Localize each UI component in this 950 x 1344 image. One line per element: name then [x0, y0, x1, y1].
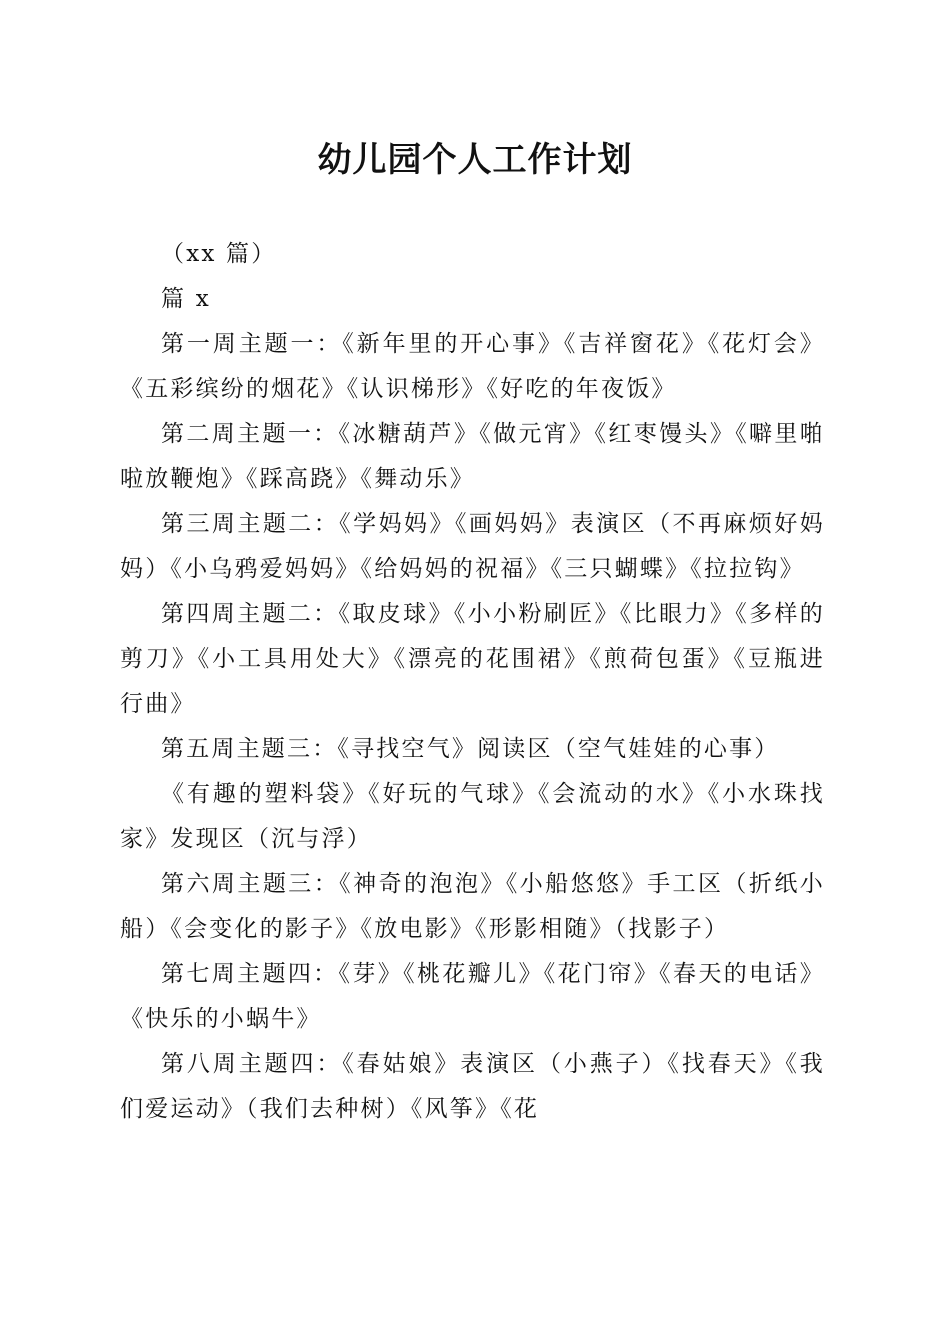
paragraph-week-3: 第三周主题二：《学妈妈》《画妈妈》表演区（不再麻烦好妈妈）《小乌鸦爱妈妈》《给妈妈的祝福》《三只蝴蝶》《拉拉钩》: [120, 511, 825, 582]
paragraph-week-7: 第七周主题四：《芽》《桃花瓣儿》《花门帘》《春天的电话》《快乐的小蜗牛》: [120, 961, 825, 1032]
paragraph-week-6: 第六周主题三：《神奇的泡泡》《小船悠悠》手工区（折纸小船）《会变化的影子》《放电影》《形影相随》（找影子）: [120, 871, 825, 942]
paragraph-week-2: 第二周主题一：《冰糖葫芦》《做元宵》《红枣馒头》《噼里啪啦放鞭炮》《踩高跷》《舞动乐》: [120, 421, 825, 492]
document-title: 幼儿园个人工作计划: [317, 140, 633, 180]
paragraph-week-5: 第五周主题三：《寻找空气》阅读区（空气娃娃的心事）: [161, 736, 780, 762]
paragraph-section-label: 篇 x: [161, 286, 211, 312]
paragraph-week-4: 第四周主题二：《取皮球》《小小粉刷匠》《比眼力》《多样的剪刀》《小工具用处大》《漂亮的花围裙》《煎荷包蛋》《豆瓶进行曲》: [120, 601, 825, 717]
paragraph-week-8: 第八周主题四：《春姑娘》表演区（小燕子）《找春天》《我们爱运动》（我们去种树）《风筝》《花: [120, 1051, 825, 1122]
paragraph-subtitle: （xx 篇）: [161, 241, 277, 267]
paragraph-week-1: 第一周主题一：《新年里的开心事》《吉祥窗花》《花灯会》《五彩缤纷的烟花》《认识梯形》《好吃的年夜饭》: [120, 331, 825, 402]
document-body: [120, 232, 825, 1132]
paragraph-week-5-continued: 《有趣的塑料袋》《好玩的气球》《会流动的水》《小水珠找家》发现区（沉与浮）: [120, 781, 825, 852]
